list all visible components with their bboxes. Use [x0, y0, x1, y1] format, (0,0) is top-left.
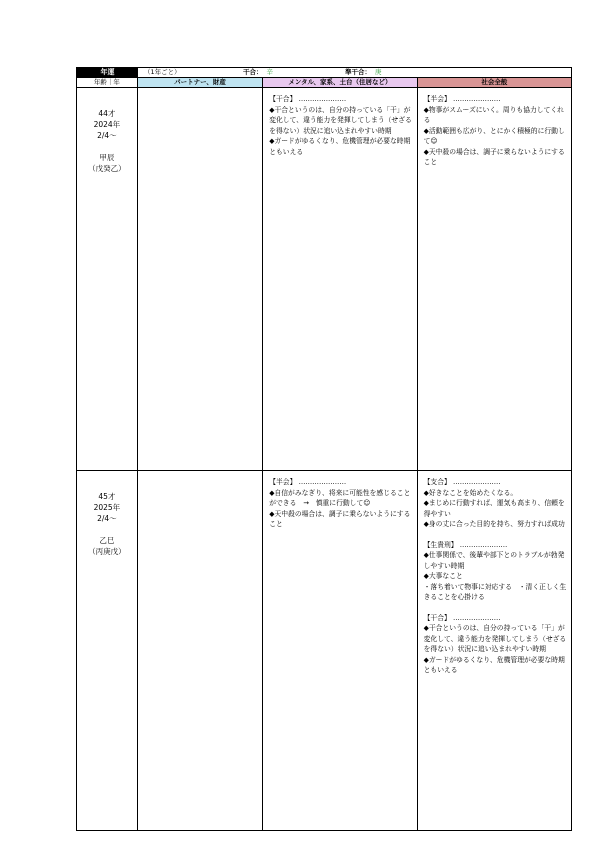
- section-item: ◆好きなことを始めたくなる。: [423, 488, 518, 497]
- section-item: ◆干合というのは、自分の持っている「干」が変化して、違う能力を発揮してしまう（せざるを得ない）状況に追い込まれやすい時期: [269, 105, 412, 135]
- year-text: 2024年: [93, 120, 121, 129]
- junkango-value: 庚: [375, 68, 382, 76]
- age-year-cell: [77, 471, 138, 830]
- table-row: [76, 87, 572, 470]
- section-title: 【干合】 …………………: [269, 95, 347, 103]
- age-text: 45才: [98, 492, 116, 501]
- section-item: ◆天中殺の場合は、調子に乗らないようにすること: [269, 509, 411, 528]
- section-item: ◆ガードがゆるくなり、危機管理が必要な時期ともいえる: [423, 655, 565, 674]
- kango-field: [243, 68, 273, 77]
- partner-cell: [138, 88, 263, 470]
- section-title: 【支合】 …………………: [423, 478, 501, 486]
- junkango-label: 準干合：: [345, 68, 371, 76]
- mental-cell: [263, 88, 417, 470]
- fortune-section: [269, 477, 412, 530]
- section-title: 【干合】 …………………: [423, 613, 501, 622]
- fortune-table: [76, 67, 572, 831]
- section-title: 【半会】 …………………: [269, 478, 347, 486]
- fortune-section: [424, 613, 567, 676]
- column-header-row: [76, 77, 572, 87]
- social-cell: [418, 471, 571, 830]
- social-cell: [418, 88, 571, 470]
- age-year-cell: [77, 88, 138, 470]
- section-item: ◆自信がみなぎり、将来に可能性を感じることができる → 慎重に行動して☺: [269, 488, 411, 507]
- section-item: ◆身の丈に合った目的を持ち、努力すれば成功: [423, 520, 565, 528]
- date-text: 2/4～: [97, 131, 117, 140]
- nenun-label: 年運: [77, 68, 138, 77]
- column-header-social: 社会全般: [418, 78, 571, 87]
- kan-text: 甲辰: [99, 153, 115, 162]
- partner-cell: [138, 471, 263, 830]
- section-item: ◆活動範囲も広がり、とにかく積極的に行動して☺: [423, 126, 565, 145]
- table-row: [76, 470, 572, 831]
- column-header-age-year: 年齢｜年: [77, 78, 138, 87]
- section-item: ◆物事がスムーズにいく。周りも協力してくれる: [423, 105, 564, 124]
- section-title: 【生貴刑】 …………………: [423, 540, 508, 549]
- junkango-field: [345, 68, 382, 77]
- per-year-note: （1年ごと）: [144, 68, 181, 76]
- kango-label: 干合：: [243, 68, 263, 76]
- fortune-section: [424, 540, 567, 603]
- section-item: ◆ガードがゆるくなり、危機管理が必要な時期ともいえる: [269, 137, 411, 156]
- header-row-top: [76, 67, 572, 77]
- kango-value: 辛: [266, 68, 273, 76]
- zokan-text: （戊癸乙）: [88, 164, 126, 173]
- year-text: 2025年: [93, 503, 121, 512]
- date-text: 2/4～: [97, 514, 117, 523]
- fortune-section: [269, 94, 412, 157]
- column-header-mental: メンタル、家系、土台（住居など）: [263, 78, 417, 87]
- column-header-partner: パートナー、財産: [138, 78, 264, 87]
- kan-text: 乙巳: [99, 536, 115, 545]
- section-item: ◆まじめに行動すれば、運気も高まり、信頼を得やすい: [423, 499, 565, 518]
- age-text: 44才: [98, 109, 116, 118]
- section-item: ◆干合というのは、自分の持っている「干」が変化して、違う能力を発揮してしまう（せざるを得ない）状況に追い込まれやすい時期: [423, 624, 567, 653]
- section-title: 【半会】 …………………: [423, 95, 501, 103]
- section-item: ◆大事なこと: [423, 572, 463, 580]
- mental-cell: [263, 471, 417, 830]
- zokan-text: （丙庚戊）: [88, 547, 126, 556]
- section-item: ◆仕事関係で、後輩や部下とのトラブルが勃発しやすい時期: [423, 551, 565, 570]
- fortune-section: [424, 477, 567, 530]
- section-item: ・落ち着いて物事に対応する ・清く正しく生きることを心掛ける: [423, 582, 567, 601]
- fortune-section: [424, 94, 567, 168]
- section-item: ◆天中殺の場合は、調子に乗らないようにすること: [423, 147, 565, 166]
